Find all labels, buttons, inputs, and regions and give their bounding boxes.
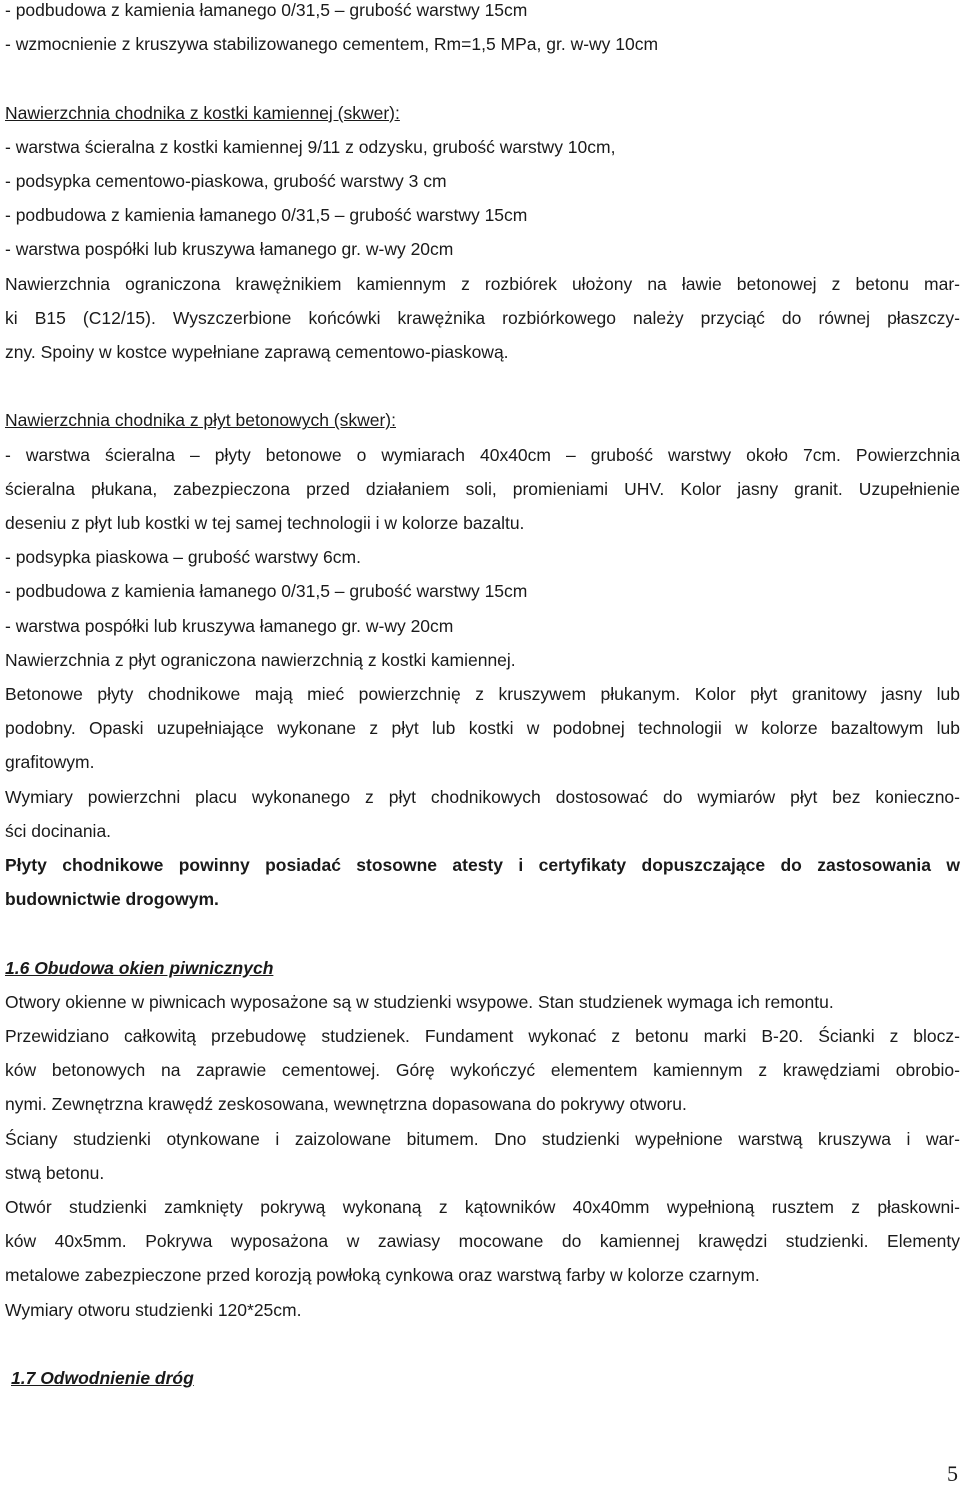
paragraph-line: Wymiary otworu studzienki 120*25cm. — [5, 1299, 302, 1320]
paragraph-line: Wymiary powierzchni placu wykonanego z płyt chodnikowych dostosować do wymiarów płyt bez konieczno- — [5, 786, 960, 807]
paragraph-line: Nawierzchnia ograniczona krawężnikiem kamiennym z rozbiórek ułożony na ławie betonowej z betonu mar- — [5, 273, 960, 294]
list-item: - warstwa pospółki lub kruszywa łamanego gr. w-wy 20cm — [5, 615, 454, 636]
paragraph-line: ków betonowych na zaprawie cementowej. Górę wykończyć elementem kamiennym z krawędziami obrobio- — [5, 1060, 960, 1081]
subsection-title: Nawierzchnia chodnika z płyt betonowych (skwer): — [5, 410, 396, 431]
section-heading-1-6: 1.6 Obudowa okien piwnicznych — [5, 957, 274, 978]
paragraph-line: podobny. Opaski uzupełniające wykonane z płyt lub kostki w podobnej technologii w kolorze bazaltowym lub — [5, 718, 960, 739]
text-line: - wzmocnienie z kruszywa stabilizowanego cementem, Rm=1,5 MPa, gr. w-wy 10cm — [5, 34, 659, 55]
paragraph-line: zny. Spoiny w kostce wypełniane zaprawą cementowo-piaskową. — [5, 342, 509, 363]
text-line: - podbudowa z kamienia łamanego 0/31,5 – grubość warstwy 15cm — [5, 0, 528, 20]
paragraph-line: ki B15 (C12/15). Wyszczerbione końcówki krawężnika rozbiórkowego należy przyciąć do równej płaszczy- — [5, 307, 960, 328]
page-number: 5 — [947, 1461, 958, 1486]
paragraph-line: ków 40x5mm. Pokrywa wyposażona w zawiasy mocowane do kamiennej krawędzi studzienki. Elementy — [5, 1231, 960, 1252]
paragraph-line: deseniu z płyt lub kostki w tej samej technologii i w kolorze bazaltu. — [5, 513, 525, 534]
list-item: - podbudowa z kamienia łamanego 0/31,5 – grubość warstwy 15cm — [5, 205, 528, 226]
paragraph-line: stwą betonu. — [5, 1162, 105, 1183]
list-item: - warstwa ścieralna z kostki kamiennej 9/11 z odzysku, grubość warstwy 10cm, — [5, 136, 616, 157]
bold-notice-line: budownictwie drogowym. — [5, 889, 219, 910]
list-item: - podbudowa z kamienia łamanego 0/31,5 – grubość warstwy 15cm — [5, 581, 528, 602]
paragraph-line: grafitowym. — [5, 752, 95, 773]
paragraph-line: Nawierzchnia z płyt ograniczona nawierzchnią z kostki kamiennej. — [5, 649, 516, 670]
list-item: - warstwa pospółki lub kruszywa łamanego gr. w-wy 20cm — [5, 239, 454, 260]
list-item: - podsypka piaskowa – grubość warstwy 6cm. — [5, 547, 361, 568]
paragraph-line: Ściany studzienki otynkowane i zaizolowane bitumem. Dno studzienki wypełnione warstwą kruszywa i war- — [5, 1128, 960, 1149]
paragraph-line: nymi. Zewnętrzna krawędź zeskosowana, wewnętrzna dopasowana do pokrywy otworu. — [5, 1094, 687, 1115]
paragraph-line: - warstwa ścieralna – płyty betonowe o wymiarach 40x40cm – grubość warstwy około 7cm. Powierzchnia — [5, 444, 960, 465]
paragraph-line: Przewidziano całkowitą przebudowę studzienek. Fundament wykonać z betonu marki B-20. Ścianki z blocz- — [5, 1026, 960, 1047]
paragraph-line: ścieralna płukana, zabezpieczona przed działaniem soli, promieniami UHV. Kolor jasny granit. Uzupełnienie — [5, 478, 960, 499]
section-heading-1-7: 1.7 Odwodnienie dróg — [11, 1368, 194, 1389]
paragraph-line: Otwór studzienki zamknięty pokrywą wykonaną z kątowników 40x40mm wypełnioną rusztem z płaskowni- — [5, 1197, 960, 1218]
subsection-title: Nawierzchnia chodnika z kostki kamiennej (skwer): — [5, 102, 400, 123]
paragraph-line: Otwory okienne w piwnicach wyposażone są w studzienki wsypowe. Stan studzienek wymaga ich remontu. — [5, 991, 834, 1012]
paragraph-line: Betonowe płyty chodnikowe mają mieć powierzchnię z kruszywem płukanym. Kolor płyt granitowy jasny lub — [5, 684, 960, 705]
paragraph-line: ści docinania. — [5, 820, 112, 841]
list-item: - podsypka cementowo-piaskowa, grubość warstwy 3 cm — [5, 171, 447, 191]
document-page — [5, 0, 960, 1395]
paragraph-line: metalowe zabezpieczone przed korozją powłoką cynkowa oraz warstwą farby w kolorze czarnym. — [5, 1265, 760, 1286]
bold-notice-line: Płyty chodnikowe powinny posiadać stosowne atesty i certyfikaty dopuszczające do zastosowania w — [5, 855, 960, 876]
